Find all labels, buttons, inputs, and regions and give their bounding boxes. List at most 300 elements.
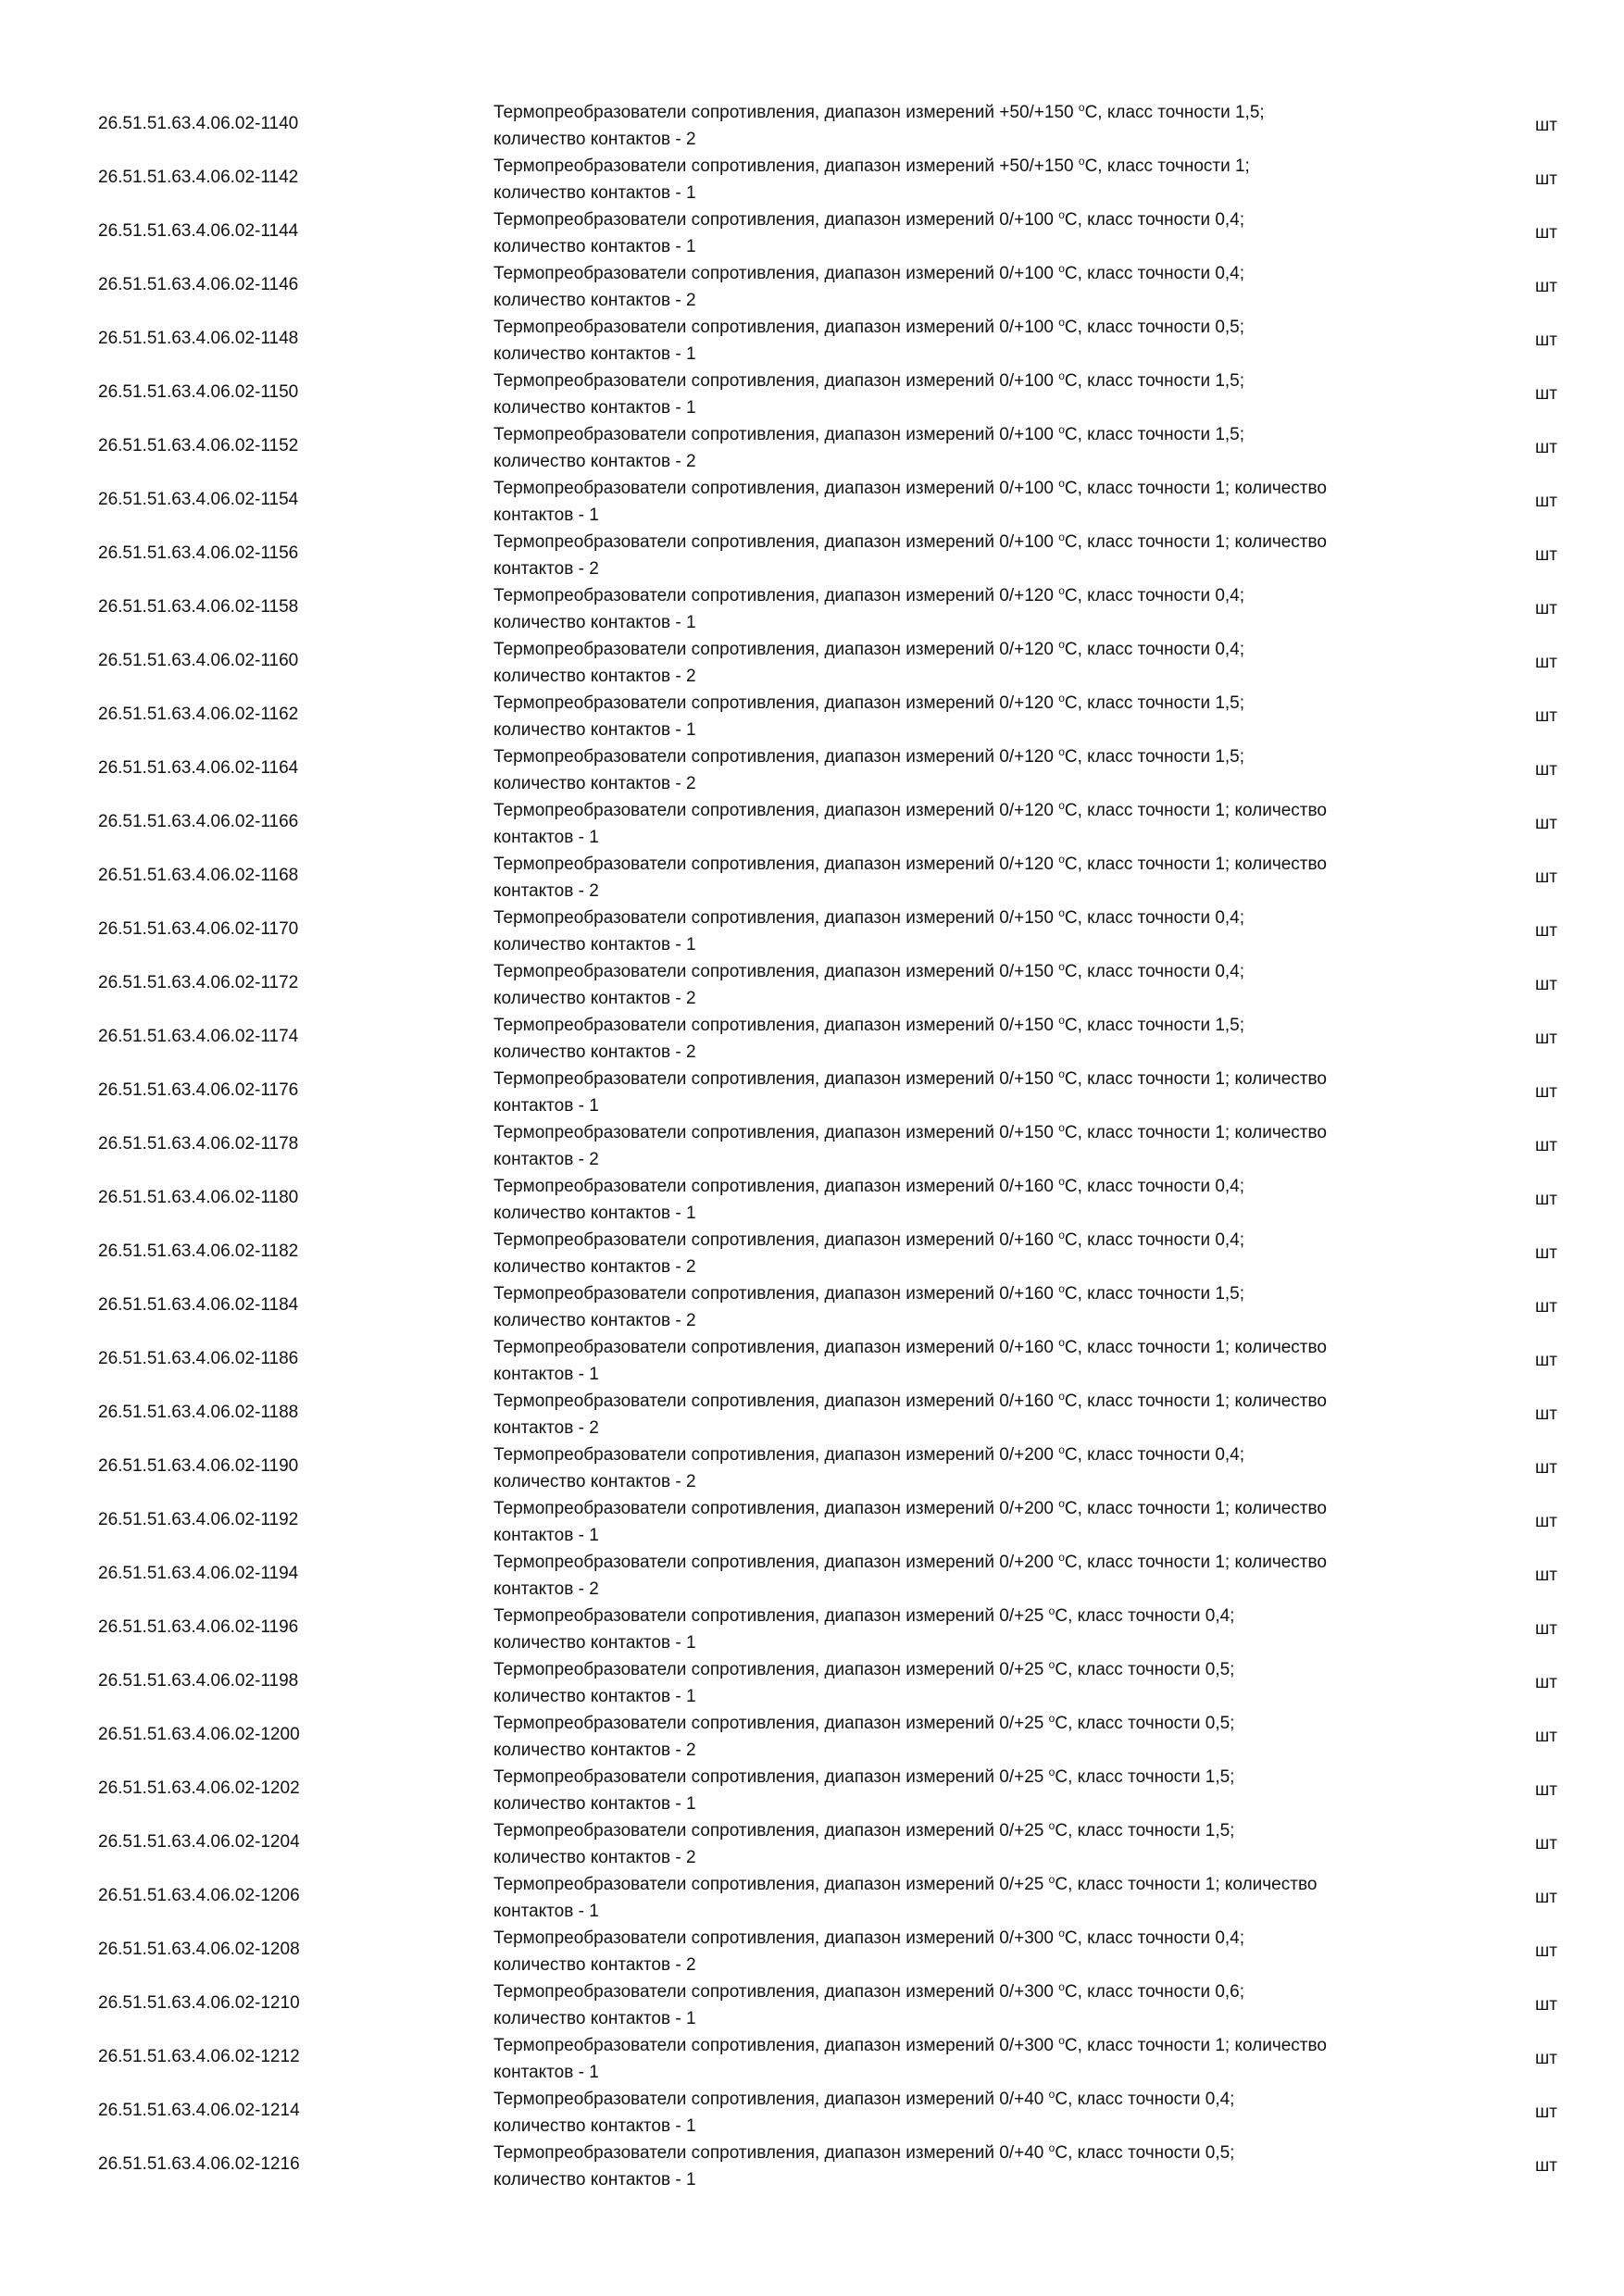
description-line-1 <box>493 1817 1475 1844</box>
table-row <box>0 2140 1624 2193</box>
description-class-text: C, класс точности 1,5; <box>1064 747 1245 767</box>
table-row <box>0 1603 1624 1656</box>
description-range-text: Термопреобразователи сопротивления, диапазон измерений 0/+100 <box>493 479 1059 498</box>
description-line-2: контактов - 1 <box>493 505 599 525</box>
description-class-text: C, класс точности 1,5; <box>1064 693 1245 713</box>
description-line-2: количество контактов - 1 <box>493 1794 696 1814</box>
item-code: 26.51.51.63.4.06.02-1194 <box>98 1564 299 1583</box>
item-description <box>493 743 1475 797</box>
description-class-text: C, класс точности 0,4; <box>1064 908 1245 928</box>
description-line-2: контактов - 1 <box>493 1096 599 1116</box>
table-row <box>0 206 1624 260</box>
unit-of-measure: шт <box>1535 1780 1557 1800</box>
item-code: 26.51.51.63.4.06.02-1154 <box>98 490 299 509</box>
item-code: 26.51.51.63.4.06.02-1208 <box>98 1940 300 1959</box>
item-description <box>493 797 1475 851</box>
description-line-2: контактов - 1 <box>493 1526 599 1545</box>
description-line-2: количество контактов - 2 <box>493 1042 696 1062</box>
degree-mark: o <box>1048 1873 1056 1886</box>
description-class-text: C, класс точности 1; количество <box>1064 1391 1327 1411</box>
unit-of-measure: шт <box>1535 438 1557 457</box>
description-class-text: C, класс точности 0,4; <box>1064 1230 1245 1250</box>
unit-of-measure: шт <box>1535 706 1557 726</box>
degree-mark: o <box>1058 1497 1065 1510</box>
unit-of-measure: шт <box>1535 1512 1557 1531</box>
description-class-text: C, класс точности 1; количество <box>1064 1499 1327 1518</box>
item-code: 26.51.51.63.4.06.02-1216 <box>98 2154 300 2174</box>
unit-of-measure: шт <box>1535 1458 1557 1478</box>
description-range-text: Термопреобразователи сопротивления, диапазон измерений 0/+25 <box>493 1606 1049 1626</box>
item-code: 26.51.51.63.4.06.02-1170 <box>98 919 299 939</box>
degree-mark: o <box>1058 1927 1065 1940</box>
degree-mark: o <box>1058 638 1065 651</box>
item-description <box>493 1280 1475 1334</box>
table-row <box>0 2032 1624 2086</box>
description-class-text: C, класс точности 0,6; <box>1064 1982 1245 2002</box>
item-code: 26.51.51.63.4.06.02-1190 <box>98 1456 299 1476</box>
degree-mark: o <box>1058 1443 1065 1456</box>
table-row <box>0 260 1624 314</box>
description-class-text: C, класс точности 1,5; <box>1084 103 1265 122</box>
description-line-1 <box>493 1066 1475 1092</box>
description-line-2: количество контактов - 1 <box>493 1204 696 1223</box>
table-row <box>0 1656 1624 1710</box>
degree-mark: o <box>1048 1766 1056 1778</box>
description-range-text: Термопреобразователи сопротивления, диапазон измерений 0/+25 <box>493 1821 1049 1841</box>
degree-mark: o <box>1058 1175 1065 1188</box>
description-range-text: Термопреобразователи сопротивления, диапазон измерений 0/+100 <box>493 210 1059 230</box>
description-line-2: количество контактов - 1 <box>493 398 696 418</box>
description-class-text: C, класс точности 1; количество <box>1064 1338 1327 1357</box>
description-line-1 <box>493 1495 1475 1522</box>
item-description <box>493 1227 1475 1280</box>
description-range-text: Термопреобразователи сопротивления, диапазон измерений 0/+300 <box>493 1982 1059 2002</box>
table-row <box>0 1978 1624 2032</box>
table-row <box>0 636 1624 690</box>
description-range-text: Термопреобразователи сопротивления, диапазон измерений 0/+200 <box>493 1445 1059 1465</box>
degree-mark: o <box>1048 1604 1056 1617</box>
description-line-2: количество контактов - 2 <box>493 291 696 310</box>
description-range-text: Термопреобразователи сопротивления, диапазон измерений 0/+120 <box>493 586 1059 605</box>
table-row <box>0 1066 1624 1119</box>
degree-mark: o <box>1048 1658 1056 1671</box>
item-description <box>493 1549 1475 1603</box>
item-code: 26.51.51.63.4.06.02-1200 <box>98 1725 300 1744</box>
table-row <box>0 1280 1624 1334</box>
description-line-1 <box>493 368 1475 394</box>
description-line-1 <box>493 582 1475 609</box>
description-range-text: Термопреобразователи сопротивления, диапазон измерений 0/+200 <box>493 1499 1059 1518</box>
unit-of-measure: шт <box>1535 1190 1557 1209</box>
description-range-text: Термопреобразователи сопротивления, диапазон измерений 0/+160 <box>493 1338 1059 1357</box>
unit-of-measure: шт <box>1535 1082 1557 1102</box>
item-description <box>493 690 1475 743</box>
item-description <box>493 1119 1475 1173</box>
unit-of-measure: шт <box>1535 2049 1557 2068</box>
description-range-text: Термопреобразователи сопротивления, диапазон измерений 0/+150 <box>493 1016 1059 1035</box>
item-code: 26.51.51.63.4.06.02-1210 <box>98 1993 300 2013</box>
description-range-text: Термопреобразователи сопротивления, диапазон измерений 0/+150 <box>493 962 1059 981</box>
unit-of-measure: шт <box>1535 2156 1557 2176</box>
item-code: 26.51.51.63.4.06.02-1174 <box>98 1027 299 1046</box>
table-row <box>0 1441 1624 1495</box>
description-class-text: C, класс точности 1,5; <box>1064 371 1245 391</box>
item-code: 26.51.51.63.4.06.02-1144 <box>98 221 299 241</box>
item-description <box>493 368 1475 421</box>
description-class-text: C, класс точности 0,4; <box>1064 640 1245 659</box>
description-line-1 <box>493 958 1475 985</box>
description-line-2: контактов - 1 <box>493 828 599 847</box>
unit-of-measure: шт <box>1535 1136 1557 1155</box>
description-line-2: количество контактов - 1 <box>493 1687 696 1706</box>
description-class-text: C, класс точности 1; количество <box>1064 801 1327 820</box>
description-class-text: C, класс точности 1,5; <box>1055 1767 1235 1787</box>
description-class-text: C, класс точности 1; количество <box>1064 1069 1327 1089</box>
description-class-text: C, класс точности 0,4; <box>1064 586 1245 605</box>
description-line-1 <box>493 475 1475 502</box>
table-row <box>0 421 1624 475</box>
unit-of-measure: шт <box>1535 1351 1557 1370</box>
unit-of-measure: шт <box>1535 1619 1557 1639</box>
description-range-text: Термопреобразователи сопротивления, диапазон измерений 0/+160 <box>493 1284 1059 1304</box>
table-row <box>0 1764 1624 1817</box>
unit-of-measure: шт <box>1535 599 1557 618</box>
item-description <box>493 1817 1475 1871</box>
table-row <box>0 2086 1624 2140</box>
degree-mark: o <box>1058 1229 1065 1242</box>
description-range-text: Термопреобразователи сопротивления, диапазон измерений 0/+300 <box>493 2036 1059 2055</box>
description-line-1 <box>493 153 1475 180</box>
table-row <box>0 958 1624 1012</box>
unit-of-measure: шт <box>1535 653 1557 672</box>
item-code: 26.51.51.63.4.06.02-1164 <box>98 758 299 778</box>
description-line-1 <box>493 636 1475 663</box>
unit-of-measure: шт <box>1535 1834 1557 1853</box>
description-line-1 <box>493 1441 1475 1468</box>
description-line-2: количество контактов - 2 <box>493 989 696 1008</box>
table-row <box>0 1871 1624 1925</box>
degree-mark: o <box>1058 1121 1065 1134</box>
description-class-text: C, класс точности 1; количество <box>1064 1123 1327 1142</box>
table-row <box>0 153 1624 206</box>
item-description <box>493 851 1475 905</box>
unit-of-measure: шт <box>1535 1404 1557 1424</box>
item-description <box>493 582 1475 636</box>
item-code: 26.51.51.63.4.06.02-1168 <box>98 866 299 885</box>
unit-of-measure: шт <box>1535 1888 1557 1907</box>
table-row <box>0 1817 1624 1871</box>
table-row <box>0 1227 1624 1280</box>
degree-mark: o <box>1058 1014 1065 1027</box>
item-code: 26.51.51.63.4.06.02-1156 <box>98 543 299 563</box>
item-code: 26.51.51.63.4.06.02-1184 <box>98 1295 299 1315</box>
table-row <box>0 1334 1624 1388</box>
item-code: 26.51.51.63.4.06.02-1212 <box>98 2047 300 2066</box>
table-row <box>0 851 1624 905</box>
description-range-text: Термопреобразователи сопротивления, диапазон измерений 0/+120 <box>493 801 1059 820</box>
item-description <box>493 314 1475 368</box>
description-line-1 <box>493 1388 1475 1415</box>
description-line-2: количество контактов - 1 <box>493 183 696 203</box>
item-description <box>493 99 1475 153</box>
description-class-text: C, класс точности 1; количество <box>1064 479 1327 498</box>
description-class-text: C, класс точности 1,5; <box>1055 1821 1235 1841</box>
item-code: 26.51.51.63.4.06.02-1142 <box>98 168 299 187</box>
description-range-text: Термопреобразователи сопротивления, диапазон измерений 0/+200 <box>493 1553 1059 1572</box>
description-line-1 <box>493 421 1475 448</box>
description-class-text: C, класс точности 1,5; <box>1064 425 1245 444</box>
item-code: 26.51.51.63.4.06.02-1140 <box>98 114 299 133</box>
unit-of-measure: шт <box>1535 492 1557 511</box>
item-description <box>493 529 1475 582</box>
description-range-text: Термопреобразователи сопротивления, диапазон измерений 0/+160 <box>493 1177 1059 1196</box>
description-line-2: количество контактов - 1 <box>493 2170 696 2190</box>
description-line-2: контактов - 2 <box>493 559 599 579</box>
item-description <box>493 2032 1475 2086</box>
description-range-text: Термопреобразователи сопротивления, диапазон измерений +50/+150 <box>493 156 1079 176</box>
item-description <box>493 1012 1475 1066</box>
table-row <box>0 1173 1624 1227</box>
item-description <box>493 1441 1475 1495</box>
item-code: 26.51.51.63.4.06.02-1158 <box>98 597 299 617</box>
unit-of-measure: шт <box>1535 1029 1557 1048</box>
item-description <box>493 958 1475 1012</box>
table-row <box>0 314 1624 368</box>
item-code: 26.51.51.63.4.06.02-1166 <box>98 812 299 831</box>
unit-of-measure: шт <box>1535 1941 1557 1961</box>
description-class-text: C, класс точности 1; <box>1084 156 1250 176</box>
table-row <box>0 1012 1624 1066</box>
description-line-2: количество контактов - 1 <box>493 1633 696 1653</box>
table-row <box>0 1925 1624 1978</box>
degree-mark: o <box>1058 369 1065 382</box>
unit-of-measure: шт <box>1535 814 1557 833</box>
description-range-text: Термопреобразователи сопротивления, диапазон измерений +50/+150 <box>493 103 1079 122</box>
description-line-1 <box>493 905 1475 931</box>
degree-mark: o <box>1058 477 1065 490</box>
description-line-1 <box>493 206 1475 233</box>
description-line-1 <box>493 1012 1475 1039</box>
table-row <box>0 529 1624 582</box>
description-line-1 <box>493 851 1475 878</box>
table-row <box>0 582 1624 636</box>
degree-mark: o <box>1058 853 1065 866</box>
description-line-2: количество контактов - 1 <box>493 2116 696 2136</box>
description-class-text: C, класс точности 1,5; <box>1064 1284 1245 1304</box>
description-class-text: C, класс точности 0,4; <box>1064 1928 1245 1948</box>
unit-of-measure: шт <box>1535 169 1557 189</box>
description-class-text: C, класс точности 1; количество <box>1055 1875 1318 1894</box>
unit-of-measure: шт <box>1535 116 1557 135</box>
unit-of-measure: шт <box>1535 331 1557 350</box>
description-range-text: Термопреобразователи сопротивления, диапазон измерений 0/+120 <box>493 855 1059 874</box>
unit-of-measure: шт <box>1535 1566 1557 1585</box>
table-row <box>0 743 1624 797</box>
degree-mark: o <box>1078 155 1085 168</box>
description-line-2: количество контактов - 2 <box>493 1848 696 1867</box>
description-class-text: C, класс точности 1; количество <box>1064 1553 1327 1572</box>
item-code: 26.51.51.63.4.06.02-1176 <box>98 1080 299 1100</box>
item-code: 26.51.51.63.4.06.02-1148 <box>98 329 299 348</box>
degree-mark: o <box>1058 906 1065 919</box>
item-code: 26.51.51.63.4.06.02-1172 <box>98 973 299 992</box>
table-row <box>0 368 1624 421</box>
unit-of-measure: шт <box>1535 545 1557 565</box>
item-description <box>493 1764 1475 1817</box>
degree-mark: o <box>1058 262 1065 275</box>
item-code: 26.51.51.63.4.06.02-1162 <box>98 705 299 724</box>
unit-of-measure: шт <box>1535 975 1557 994</box>
degree-mark: o <box>1058 584 1065 597</box>
unit-of-measure: шт <box>1535 1243 1557 1263</box>
degree-mark: o <box>1058 1390 1065 1403</box>
table-row <box>0 1388 1624 1441</box>
item-code: 26.51.51.63.4.06.02-1204 <box>98 1832 300 1852</box>
description-class-text: C, класс точности 0,5; <box>1064 318 1245 337</box>
description-class-text: C, класс точности 0,4; <box>1064 1445 1245 1465</box>
description-line-1 <box>493 2086 1475 2113</box>
description-line-2: количество контактов - 1 <box>493 344 696 364</box>
description-range-text: Термопреобразователи сопротивления, диапазон измерений 0/+25 <box>493 1767 1049 1787</box>
description-range-text: Термопреобразователи сопротивления, диапазон измерений 0/+120 <box>493 693 1059 713</box>
degree-mark: o <box>1058 1980 1065 1993</box>
item-description <box>493 905 1475 958</box>
item-description <box>493 1495 1475 1549</box>
item-description <box>493 1334 1475 1388</box>
degree-mark: o <box>1078 101 1085 114</box>
description-line-1 <box>493 1549 1475 1576</box>
description-range-text: Термопреобразователи сопротивления, диапазон измерений 0/+25 <box>493 1660 1049 1679</box>
description-line-2: количество контактов - 1 <box>493 613 696 632</box>
item-code: 26.51.51.63.4.06.02-1150 <box>98 382 299 402</box>
item-code: 26.51.51.63.4.06.02-1152 <box>98 436 299 455</box>
unit-of-measure: шт <box>1535 223 1557 243</box>
table-row <box>0 475 1624 529</box>
description-line-1 <box>493 797 1475 824</box>
description-range-text: Термопреобразователи сопротивления, диапазон измерений 0/+100 <box>493 371 1059 391</box>
description-class-text: C, класс точности 1; количество <box>1064 532 1327 552</box>
description-line-1 <box>493 260 1475 287</box>
item-description <box>493 1066 1475 1119</box>
item-code: 26.51.51.63.4.06.02-1178 <box>98 1134 299 1154</box>
description-line-2: количество контактов - 2 <box>493 667 696 686</box>
description-class-text: C, класс точности 0,4; <box>1055 2090 1235 2109</box>
item-code: 26.51.51.63.4.06.02-1202 <box>98 1778 300 1798</box>
description-line-2: количество контактов - 1 <box>493 237 696 256</box>
description-class-text: C, класс точности 0,5; <box>1055 1660 1235 1679</box>
description-range-text: Термопреобразователи сопротивления, диапазон измерений 0/+100 <box>493 318 1059 337</box>
description-line-1 <box>493 690 1475 717</box>
unit-of-measure: шт <box>1535 921 1557 941</box>
description-line-2: количество контактов - 1 <box>493 720 696 740</box>
table-row <box>0 1710 1624 1764</box>
description-line-1 <box>493 1227 1475 1254</box>
unit-of-measure: шт <box>1535 384 1557 404</box>
unit-of-measure: шт <box>1535 1995 1557 2015</box>
description-range-text: Термопреобразователи сопротивления, диапазон измерений 0/+100 <box>493 264 1059 283</box>
table-row <box>0 797 1624 851</box>
table-row <box>0 99 1624 153</box>
item-description <box>493 421 1475 475</box>
item-code: 26.51.51.63.4.06.02-1206 <box>98 1886 300 1905</box>
table-row <box>0 1495 1624 1549</box>
unit-of-measure: шт <box>1535 1297 1557 1316</box>
item-code: 26.51.51.63.4.06.02-1196 <box>98 1617 299 1637</box>
description-line-2: контактов - 2 <box>493 1418 599 1438</box>
item-description <box>493 1871 1475 1925</box>
description-line-1 <box>493 1119 1475 1146</box>
description-class-text: C, класс точности 0,5; <box>1055 2143 1235 2163</box>
description-class-text: C, класс точности 0,4; <box>1064 264 1245 283</box>
description-range-text: Термопреобразователи сопротивления, диапазон измерений 0/+150 <box>493 1069 1059 1089</box>
description-line-1 <box>493 1656 1475 1683</box>
degree-mark: o <box>1048 1819 1056 1832</box>
degree-mark: o <box>1058 2034 1065 2047</box>
degree-mark: o <box>1058 316 1065 329</box>
description-line-1 <box>493 1280 1475 1307</box>
degree-mark: o <box>1048 2088 1056 2101</box>
degree-mark: o <box>1058 1336 1065 1349</box>
item-description <box>493 1603 1475 1656</box>
unit-of-measure: шт <box>1535 2103 1557 2122</box>
item-description <box>493 1656 1475 1710</box>
description-class-text: C, класс точности 1,5; <box>1064 1016 1245 1035</box>
description-line-2: количество контактов - 2 <box>493 1472 696 1491</box>
unit-of-measure: шт <box>1535 867 1557 887</box>
description-range-text: Термопреобразователи сопротивления, диапазон измерений 0/+100 <box>493 532 1059 552</box>
description-range-text: Термопреобразователи сопротивления, диапазон измерений 0/+120 <box>493 640 1059 659</box>
item-code: 26.51.51.63.4.06.02-1182 <box>98 1242 299 1261</box>
description-line-1 <box>493 1173 1475 1200</box>
degree-mark: o <box>1058 530 1065 543</box>
description-line-2: количество контактов - 2 <box>493 774 696 793</box>
description-line-1 <box>493 743 1475 770</box>
description-line-2: количество контактов - 1 <box>493 2009 696 2028</box>
description-line-1 <box>493 1871 1475 1898</box>
description-line-2: контактов - 1 <box>493 2063 599 2082</box>
table-row <box>0 690 1624 743</box>
description-line-2: количество контактов - 2 <box>493 452 696 471</box>
item-description <box>493 153 1475 206</box>
degree-mark: o <box>1058 745 1065 758</box>
description-line-1 <box>493 1603 1475 1629</box>
degree-mark: o <box>1058 1067 1065 1080</box>
description-line-1 <box>493 529 1475 555</box>
table-row <box>0 1549 1624 1603</box>
description-class-text: C, класс точности 0,4; <box>1055 1606 1235 1626</box>
description-range-text: Термопреобразователи сопротивления, диапазон измерений 0/+100 <box>493 425 1059 444</box>
description-class-text: C, класс точности 1; количество <box>1064 2036 1327 2055</box>
degree-mark: o <box>1058 1551 1065 1564</box>
description-line-2: контактов - 1 <box>493 1902 599 1921</box>
item-description <box>493 636 1475 690</box>
description-line-2: количество контактов - 2 <box>493 1257 696 1277</box>
description-range-text: Термопреобразователи сопротивления, диапазон измерений 0/+160 <box>493 1230 1059 1250</box>
degree-mark: o <box>1058 1282 1065 1295</box>
table-row <box>0 1119 1624 1173</box>
description-class-text: C, класс точности 1; количество <box>1064 855 1327 874</box>
description-line-1 <box>493 2032 1475 2059</box>
item-description <box>493 1710 1475 1764</box>
description-line-1 <box>493 1925 1475 1952</box>
description-line-2: контактов - 2 <box>493 1579 599 1599</box>
description-line-1 <box>493 314 1475 341</box>
item-code: 26.51.51.63.4.06.02-1186 <box>98 1349 299 1368</box>
unit-of-measure: шт <box>1535 277 1557 296</box>
description-line-2: контактов - 2 <box>493 881 599 901</box>
description-line-1 <box>493 2140 1475 2166</box>
description-class-text: C, класс точности 0,5; <box>1055 1714 1235 1733</box>
